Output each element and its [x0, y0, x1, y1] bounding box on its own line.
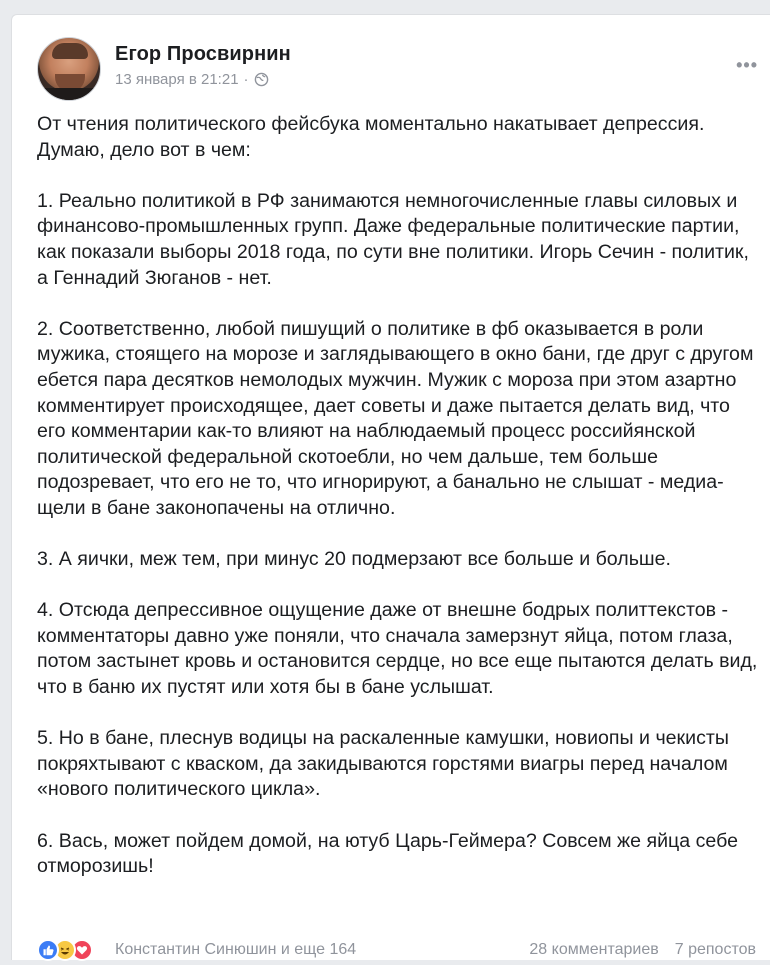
post-paragraph: 2. Соответственно, любой пишущий о политике в фб оказывается в роли мужика, стоящего на морозе и заглядывающего в окно бани, где друг с другом ебется пара десятков немолодых мужчин. Мужик с мороза при этом азартно комментирует происходящее, дает советы и даже пытается делать вид, что его комментарии как-то влияют на наблюдаемый процесс российянской политической федеральной скотоебли, но чем дальше, тем больше подозревает, что его не то, что игнорируют, а банально не слышат - медиа-щели в бане законопачены на отлично. — [37, 317, 754, 519]
post-paragraph: 1. Реально политикой в РФ занимаются немногочисленные главы силовых и финансово-промышленных групп. Даже федеральные политические партии, как показали выборы 2018 года, по сути вне политики. Игорь Сечин - политик, а Геннадий Зюганов - нет. — [37, 189, 749, 289]
avatar[interactable] — [37, 37, 101, 101]
post-paragraph: 3. А яички, меж тем, при минус 20 подмерзают все больше и больше. — [37, 548, 671, 571]
reaction-icons[interactable] — [37, 939, 88, 961]
post-paragraph: 4. Отсюда депрессивное ощущение даже от внешне бодрых политтекстов - комментаторы давно уже поняли, что сначала замерзнут яйца, потом глаза, потом застынет кровь и остановится сердце, но все еще пытаются делать вид, что в баню их пустят или хотя бы в бане услышат. — [37, 599, 758, 699]
author-name[interactable]: Егор Просвирнин — [115, 43, 291, 65]
more-icon[interactable]: ••• — [736, 55, 758, 75]
post-paragraph: От чтения политического фейсбука моментально накатывает депрессия. Думаю, дело вот в чем: — [37, 113, 705, 161]
post-header — [37, 37, 770, 101]
comments-link[interactable]: 28 комментариев — [529, 941, 659, 958]
post-counts — [529, 941, 756, 959]
shares-link[interactable]: 7 репостов — [674, 941, 756, 958]
globe-icon[interactable] — [254, 72, 269, 87]
reactors-link[interactable]: Константин Синюшин и еще 164 — [115, 941, 357, 958]
post-paragraph: 6. Вась, может пойдем домой, на ютуб Царь-Геймера? Совсем же яйца себе отморозишь! — [37, 829, 738, 878]
post-card — [11, 14, 770, 960]
avatar-hair — [52, 43, 88, 59]
post-footer — [37, 935, 770, 965]
meta-separator: · — [243, 71, 249, 88]
post-paragraph: 5. Но в бане, плеснув водицы на раскаленные камушки, новиопы и чекисты покряхтывают с кваском, да закидываются горстями виагры перед началом «нового политического цикла». — [37, 727, 729, 801]
post-body — [37, 112, 762, 880]
avatar-shirt — [38, 88, 101, 101]
post-date[interactable]: 13 января в 21:21 — [115, 71, 239, 88]
like-icon — [37, 939, 59, 961]
post-meta — [115, 71, 269, 88]
